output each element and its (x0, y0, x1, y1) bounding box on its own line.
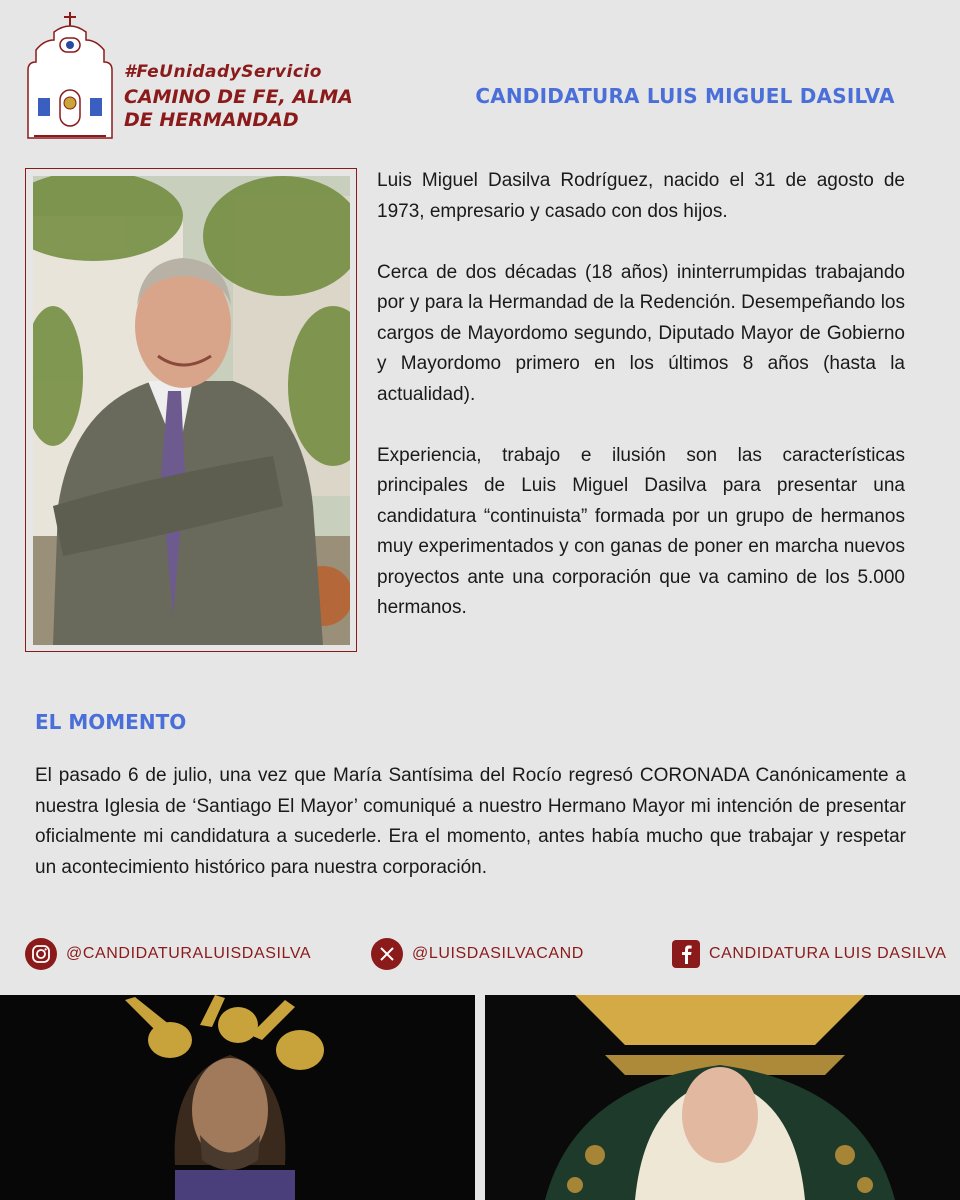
bio-text (377, 166, 905, 654)
instagram-handle: @CANDIDATURALUISDASILVA (66, 945, 312, 962)
facebook-page: CANDIDATURA LUIS DASILVA (709, 945, 947, 962)
motto: CAMINO DE FE, ALMA DE HERMANDAD (124, 86, 353, 131)
facebook-link[interactable] (672, 937, 947, 971)
facebook-icon (672, 940, 700, 968)
bio-paragraph-2: Cerca de dos décadas (18 años) ininterrumpidas trabajando por y para la Hermandad de la Redención. Desempeñando los cargos de Mayordomo segundo, Diputado Mayor de Gobierno y Mayordomo primero en los últimos 8 años (hasta la actualidad). (377, 261, 905, 405)
virgin-image (485, 995, 960, 1200)
moment-paragraph: El pasado 6 de julio, una vez que María Santísima del Rocío regresó CORONADA Canónicamente a nuestra Iglesia de ‘Santiago El Mayor’ comuniqué a nuestro Hermano Mayor mi intención de presentar oficialmente mi candidatura a sucederle. Era el momento, antes había mucho que trabajar y respetar un acontecimiento histórico para nuestra corporación. (35, 765, 906, 878)
hashtag: #FeUnidadyServicio (124, 62, 322, 82)
moment-text (35, 761, 906, 883)
instagram-icon (25, 938, 57, 970)
christ-image (0, 995, 475, 1200)
candidate-portrait (33, 176, 350, 645)
brotherhood-logo (20, 10, 120, 140)
instagram-link[interactable] (25, 937, 311, 971)
x-icon (371, 938, 403, 970)
bio-paragraph-1: Luis Miguel Dasilva Rodríguez, nacido el 31 de agosto de 1973, empresario y casado con dos hijos. (377, 170, 905, 222)
x-handle: @LUISDASILVACAND (412, 945, 584, 962)
x-link[interactable] (371, 937, 584, 971)
page-title: CANDIDATURA LUIS MIGUEL DASILVA (475, 84, 895, 108)
section-title-moment: EL MOMENTO (35, 710, 187, 734)
bio-paragraph-3: Experiencia, trabajo e ilusión son las características principales de Luis Miguel Dasilva para presentar una candidatura “continuista” formada por un grupo de hermanos muy experimentados y con ganas de poner en marcha nuevos proyectos ante una corporación que va camino de los 5.000 hermanos. (377, 444, 905, 618)
